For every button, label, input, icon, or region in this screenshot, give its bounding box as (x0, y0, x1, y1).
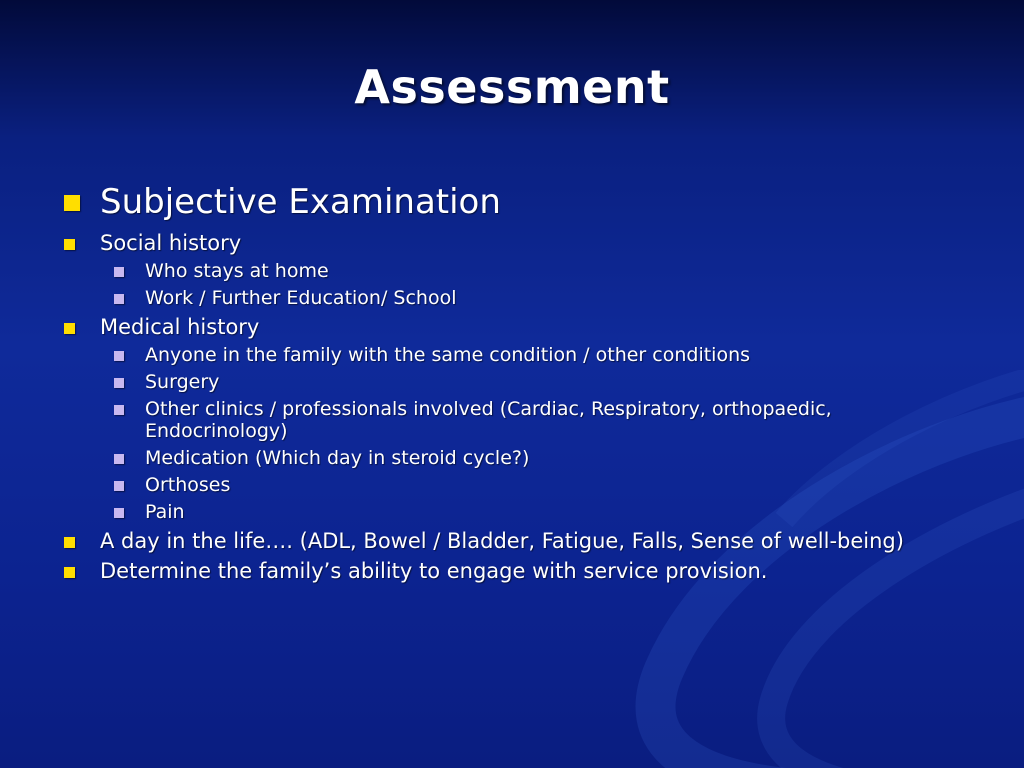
bullet-item-day-in-the-life (60, 528, 960, 554)
sub-bullet-item (60, 260, 960, 282)
bullet-item-subjective-examination (60, 178, 960, 226)
sub-bullet-item (60, 501, 960, 523)
bullet-text: Other clinics / professionals involved (Cardiac, Respiratory, orthopaedic, Endocrinology) (145, 398, 832, 442)
bullet-item-family-ability (60, 558, 960, 584)
bullet-text: A day in the life…. (ADL, Bowel / Bladder, Fatigue, Falls, Sense of well-being) (100, 529, 904, 553)
sub-bullet-item (60, 474, 960, 496)
bullet-item-social-history (60, 230, 960, 256)
square-bullet-icon (64, 323, 75, 334)
square-bullet-icon (114, 405, 124, 415)
bullet-text: Surgery (145, 371, 220, 393)
bullet-text: Medical history (100, 315, 260, 339)
sub-bullet-item (60, 371, 960, 393)
bullet-text: Social history (100, 231, 242, 255)
bullet-text: Who stays at home (145, 260, 329, 282)
square-bullet-icon (114, 481, 124, 491)
bullet-item-medical-history (60, 314, 960, 340)
square-bullet-icon (64, 537, 75, 548)
bullet-list (60, 178, 960, 588)
square-bullet-icon (114, 351, 124, 361)
square-bullet-icon (114, 267, 124, 277)
sub-bullet-item (60, 447, 960, 469)
sub-bullet-item (60, 287, 960, 309)
square-bullet-icon (114, 294, 124, 304)
square-bullet-icon (64, 195, 80, 211)
slide-title: Assessment (354, 60, 670, 114)
bullet-text: Orthoses (145, 474, 231, 496)
sub-bullet-item (60, 344, 960, 366)
square-bullet-icon (114, 454, 124, 464)
bullet-text: Work / Further Education/ School (145, 287, 457, 309)
bullet-text: Pain (145, 501, 185, 523)
square-bullet-icon (114, 508, 124, 518)
square-bullet-icon (64, 239, 75, 250)
bullet-text: Medication (Which day in steroid cycle?) (145, 447, 530, 469)
square-bullet-icon (64, 567, 75, 578)
bullet-text: Anyone in the family with the same condition / other conditions (145, 344, 751, 366)
sub-bullet-item (60, 398, 960, 442)
square-bullet-icon (114, 378, 124, 388)
bullet-text: Determine the family’s ability to engage with service provision. (100, 559, 768, 583)
bullet-text: Subjective Examination (100, 182, 501, 222)
